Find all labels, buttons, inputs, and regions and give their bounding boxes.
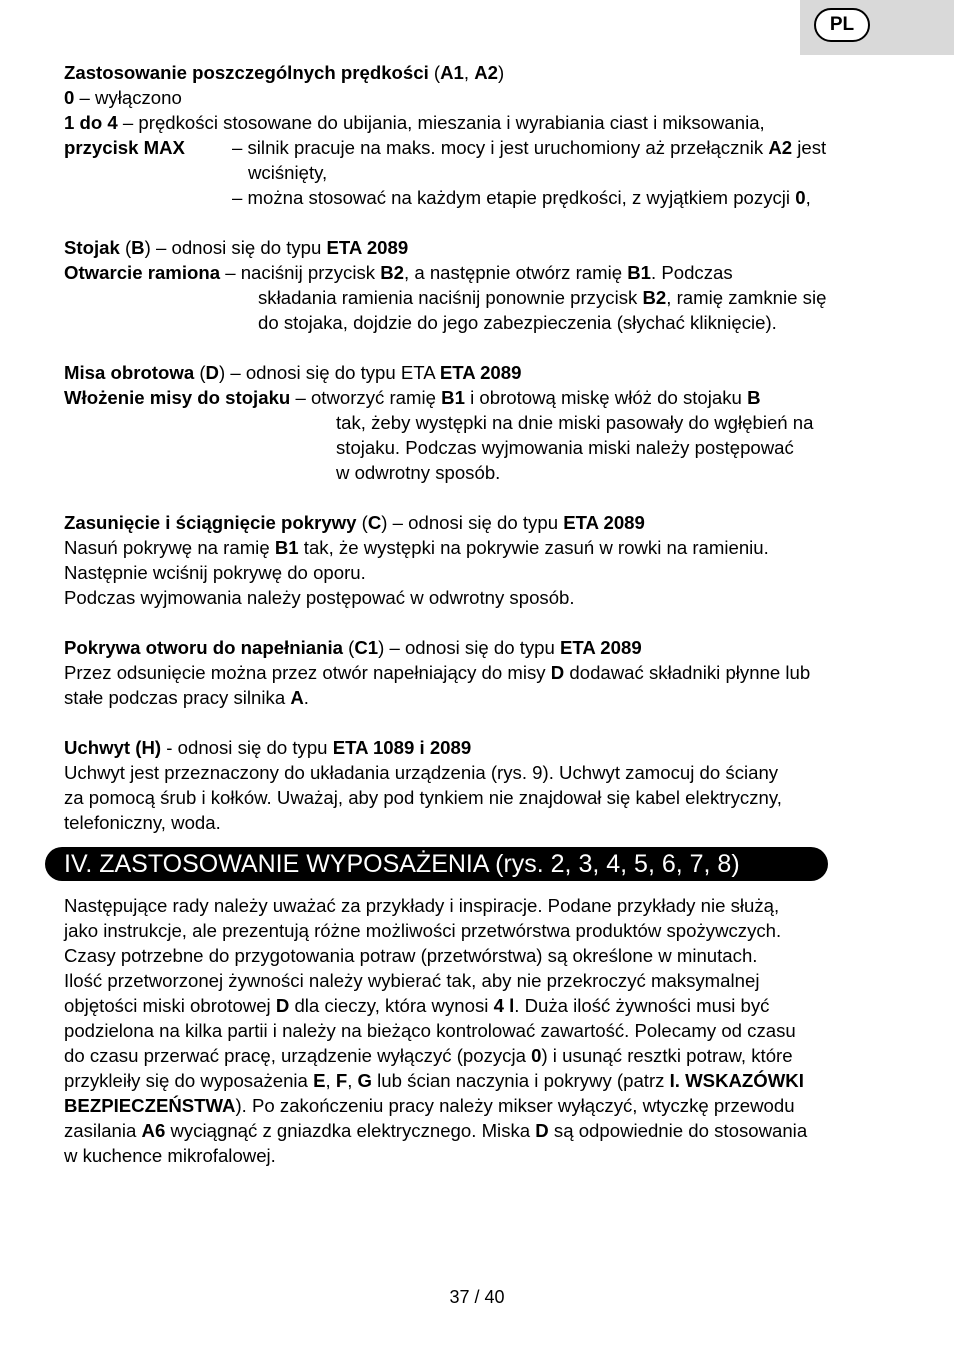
arm-open-line: Otwarcie ramiona – naciśnij przycisk B2, a następnie otwórz ramię B1. Podczas bbox=[64, 262, 733, 283]
max-button-line-2: wciśnięty, bbox=[248, 162, 328, 183]
usage-line-1: Następujące rady należy uważać za przykłady i inspiracje. Podane przykłady nie służą, bbox=[64, 895, 780, 916]
lid-line-3: Podczas wyjmowania należy postępować w odwrotny sposób. bbox=[64, 587, 575, 608]
arm-open-line-2: składania ramienia naciśnij ponownie przycisk B2, ramię zamknie się bbox=[258, 287, 827, 308]
lid-heading: Zasunięcie i ściągnięcie pokrywy (C) – odnosi się do typu ETA 2089 bbox=[64, 512, 645, 533]
holder-line-3: telefoniczny, woda. bbox=[64, 812, 221, 833]
instructions-top bbox=[64, 60, 894, 835]
bowl-insert-line-4: w odwrotny sposób. bbox=[336, 462, 501, 483]
speed-0-line: 0 – wyłączono bbox=[64, 87, 182, 108]
usage-line-11: w kuchence mikrofalowej. bbox=[64, 1145, 276, 1166]
max-button-line-3: – można stosować na każdym etapie prędkości, z wyjątkiem pozycji 0, bbox=[232, 187, 811, 208]
holder-heading: Uchwyt (H) - odnosi się do typu ETA 1089 i 2089 bbox=[64, 737, 472, 758]
usage-line-5: objętości miski obrotowej D dla cieczy, która wynosi 4 l. Duża ilość żywności musi być bbox=[64, 995, 770, 1016]
usage-line-8: przykleiły się do wyposażenia E, F, G lub ścian naczynia i pokrywy (patrz I. WSKAZÓWKI bbox=[64, 1070, 804, 1091]
bowl-insert-line-3: stojaku. Podczas wyjmowania miski należy postępować bbox=[336, 437, 794, 458]
usage-line-4: Ilość przetworzonej żywności należy wybierać tak, aby nie przekroczyć maksymalnej bbox=[64, 970, 760, 991]
section-banner: IV. ZASTOSOWANIE WYPOSAŻENIA (rys. 2, 3, 4, 5, 6, 7, 8) bbox=[45, 847, 828, 881]
bowl-heading: Misa obrotowa (D) – odnosi się do typu ETA ETA 2089 bbox=[64, 362, 522, 383]
language-badge: PL bbox=[814, 8, 870, 42]
lid-line-2: Następnie wciśnij pokrywę do oporu. bbox=[64, 562, 366, 583]
bowl-insert-line-2: tak, żeby występki na dnie miski pasowały do wgłębień na bbox=[336, 412, 814, 433]
max-button-line: przycisk MAX – silnik pracuje na maks. mocy i jest uruchomiony aż przełącznik A2 jest bbox=[64, 137, 827, 158]
usage-line-10: zasilania A6 wyciągnąć z gniazdka elektrycznego. Miska D są odpowiednie do stosowania bbox=[64, 1120, 808, 1141]
filler-heading: Pokrywa otworu do napełniania (C1) – odnosi się do typu ETA 2089 bbox=[64, 637, 642, 658]
holder-line-2: za pomocą śrub i kołków. Uważaj, aby pod tynkiem nie znajdował się kabel elektryczny, bbox=[64, 787, 782, 808]
filler-line-2: stałe podczas pracy silnika A. bbox=[64, 687, 309, 708]
usage-line-2: jako instrukcje, ale prezentują różne możliwości przetwórstwa produktów spożywczych. bbox=[64, 920, 782, 941]
filler-line-1: Przez odsunięcie można przez otwór napełniający do misy D dodawać składniki płynne lub bbox=[64, 662, 811, 683]
lid-line-1: Nasuń pokrywę na ramię B1 tak, że występki na pokrywie zasuń w rowki na ramieniu. bbox=[64, 537, 769, 558]
usage-line-9: BEZPIECZEŃSTWA). Po zakończeniu pracy należy mikser wyłączyć, wtyczkę przewodu bbox=[64, 1095, 795, 1116]
holder-line-1: Uchwyt jest przeznaczony do układania urządzenia (rys. 9). Uchwyt zamocuj do ściany bbox=[64, 762, 779, 783]
usage-section bbox=[64, 893, 894, 1168]
usage-line-7: do czasu przerwać pracę, urządzenie wyłączyć (pozycja 0) i usunąć resztki potraw, które bbox=[64, 1045, 793, 1066]
arm-open-line-3: do stojaka, dojdzie do jego zabezpieczenia (słychać kliknięcie). bbox=[258, 312, 777, 333]
usage-line-3: Czasy potrzebne do przygotowania potraw (przetwórstwa) są określone w minutach. bbox=[64, 945, 758, 966]
speed-1-4-line: 1 do 4 – prędkości stosowane do ubijania, mieszania i wyrabiania ciast i miksowania, bbox=[64, 112, 765, 133]
usage-line-6: podzielona na kilka partii i należy na bieżąco kontrolować zawartość. Polecamy od czasu bbox=[64, 1020, 796, 1041]
bowl-insert-line: Włożenie misy do stojaku – otworzyć ramię B1 i obrotową miskę włóż do stojaku B bbox=[64, 387, 761, 408]
speeds-heading: Zastosowanie poszczególnych prędkości (A1, A2) bbox=[64, 62, 505, 83]
page-number: 37 / 40 bbox=[449, 1287, 505, 1307]
stand-heading: Stojak (B) – odnosi się do typu ETA 2089 bbox=[64, 237, 409, 258]
